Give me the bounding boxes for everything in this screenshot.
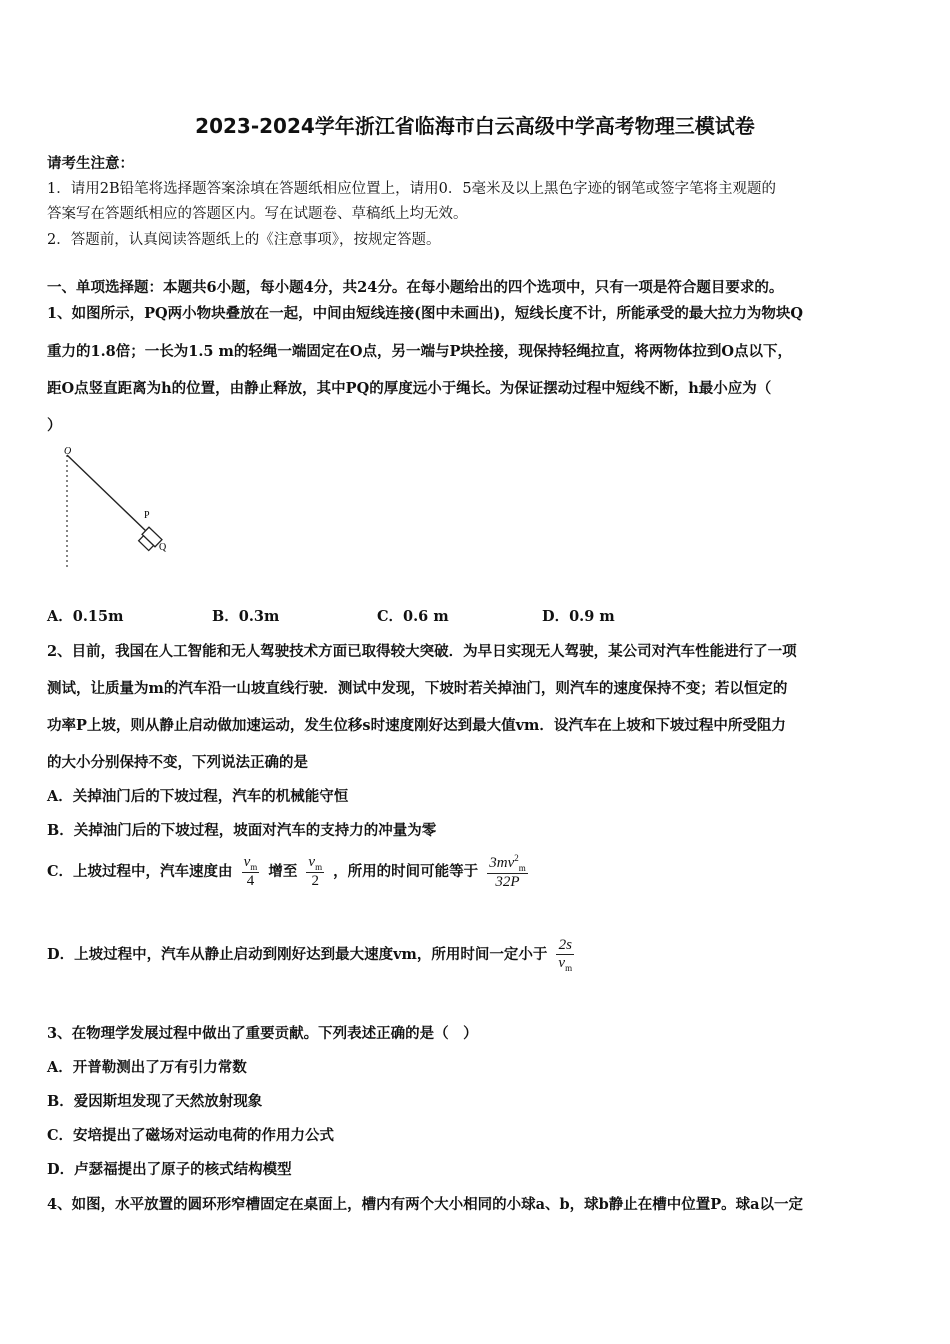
q3-option-c[interactable]: C．安培提出了磁场对运动电荷的作用力公式 [47, 1127, 335, 1144]
q3-option-b[interactable]: B．爱因斯坦发现了天然放射现象 [47, 1093, 263, 1110]
page-title: 2023-2024学年浙江省临海市白云高级中学高考物理三模试卷 [195, 114, 755, 138]
fraction-2s-over-vm: $\frac{2s}{v_m}$ [558, 937, 573, 973]
q2-option-c-mid: 增至 [268, 863, 298, 880]
label-o: O [64, 446, 72, 457]
q2-option-d-text: D．上坡过程中，汽车从静止启动到刚好达到最大速度vm，所用时间一定小于 [47, 946, 548, 963]
q1-option-a[interactable]: A．0.15m [47, 608, 124, 625]
q2-option-b[interactable]: B．关掉油门后的下坡过程，坡面对汽车的支持力的冲量为零 [47, 822, 437, 839]
q1-line-4: ） [47, 417, 62, 434]
fraction-vm-over-2: $\frac{v_m}{2}$ [308, 854, 323, 889]
notice-item-1-line-1: 1．请用2B铅笔将选择题答案涂填在答题纸相应位置上，请用0．5毫米及以上黑色字迹的钢笔或签字笔将主观题的 [47, 181, 777, 197]
q2-line-3: 功率P上坡，则从静止启动做加速运动，发生位移s时速度刚好达到最大值vm．设汽车在上坡和下坡过程中所受阻力 [47, 717, 786, 734]
rope-line [67, 455, 148, 533]
q1-option-d[interactable]: D．0.9 m [542, 608, 615, 625]
q4-line-1: 4、如图，水平放置的圆环形窄槽固定在桌面上，槽内有两个大小相同的小球a、b，球b静止在槽中位置P。球a以一定 [47, 1196, 804, 1213]
q2-line-4: 的大小分别保持不变，下列说法正确的是 [47, 754, 308, 771]
q1-option-c[interactable]: C．0.6 m [377, 608, 449, 625]
fraction-time-expression: $\frac{3mv^2_m}{32P}$ [489, 853, 526, 890]
q3-option-d[interactable]: D．卢瑟福提出了原子的核式结构模型 [47, 1161, 292, 1178]
notice-item-2: 2．答题前，认真阅读答题纸上的《注意事项》，按规定答题。 [47, 232, 441, 248]
fraction-vm-over-4: $\frac{v_m}{4}$ [243, 854, 258, 889]
q1-option-b[interactable]: B．0.3m [212, 608, 280, 625]
q2-option-c-post: ，所用的时间可能等于 [333, 863, 479, 880]
pendulum-figure [55, 445, 185, 575]
q3-option-a[interactable]: A．开普勒测出了万有引力常数 [47, 1059, 247, 1076]
label-q: Q [159, 542, 167, 553]
q2-option-c[interactable] [47, 853, 532, 891]
notice-heading: 请考生注意： [47, 155, 134, 172]
section-heading: 一、单项选择题：本题共6小题，每小题4分，共24分。在每小题给出的四个选项中，只有一项是符合题目要求的。 [47, 279, 784, 296]
q3-stem: 3、在物理学发展过程中做出了重要贡献。下列表述正确的是（ ） [47, 1025, 478, 1042]
q2-option-c-pre: C．上坡过程中，汽车速度由 [47, 863, 233, 880]
label-p: P [144, 510, 150, 521]
q1-line-1: 1、如图所示，PQ两小物块叠放在一起，中间由短线连接(图中未画出)，短线长度不计，所能承受的最大拉力为物块Q [47, 305, 803, 322]
q1-line-3: 距O点竖直距离为h的位置，由静止释放，其中PQ的厚度远小于绳长。为保证摆动过程中短线不断，h最小应为（ [47, 380, 772, 397]
q1-line-2: 重力的1.8倍；一长为1.5 m的轻绳一端固定在O点，另一端与P块拴接，现保持轻绳拉直，将两物体拉到O点以下， [47, 343, 793, 360]
q2-line-1: 2、目前，我国在人工智能和无人驾驶技术方面已取得较大突破．为早日实现无人驾驶，某公司对汽车性能进行了一项 [47, 643, 797, 660]
notice-item-1-line-2: 答案写在答题纸相应的答题区内。写在试题卷、草稿纸上均无效。 [47, 206, 468, 222]
q2-line-2: 测试，让质量为m的汽车沿一山坡直线行驶．测试中发现，下坡时若关掉油门，则汽车的速度保持不变；若以恒定的 [47, 680, 788, 697]
q2-option-a[interactable]: A．关掉油门后的下坡过程，汽车的机械能守恒 [47, 788, 349, 805]
q2-option-d[interactable] [47, 937, 578, 973]
